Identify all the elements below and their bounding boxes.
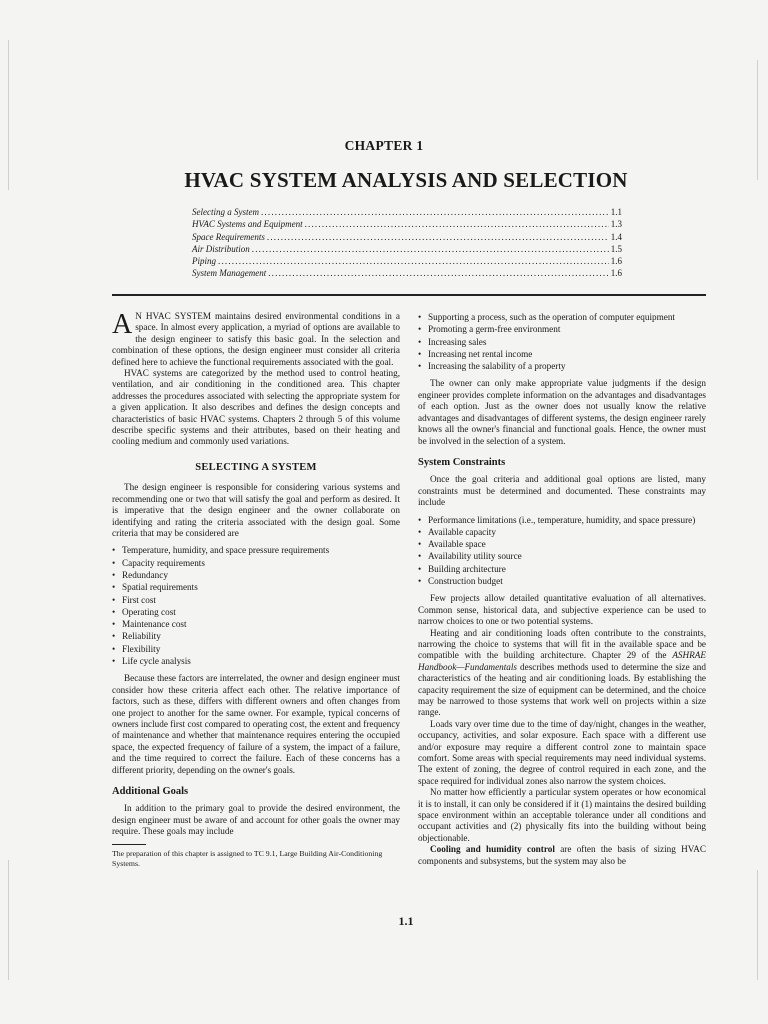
toc-entry [192,243,622,255]
list-item: • Flexibility [112,643,400,655]
paragraph: In addition to the primary goal to provide the desired environment, the design engineer must be aware of and account for other goals the owner may require. These goals may include [112,803,400,837]
paragraph: Once the goal criteria and additional goal options are listed, many constraints must be determined and documented. These constraints may include [418,474,706,508]
toc-entry [192,255,622,267]
subsection-heading: System Constraints [418,456,506,468]
handbook-reference: ASHRAE Handbook—Fundamentals [418,650,706,672]
toc-leader-dots [305,218,609,230]
list-item: • Available space [418,538,706,550]
footnote-rule [112,844,146,845]
paragraph: Loads vary over time due to the time of day/night, changes in the weather, occupancy, activities, and solar exposure. Each space with a different use and/or exposure may require a different control zone to maintain space comfort. Some areas with special requirements may need individual systems. The extent of zoning, the degree of control required in each zone, and the space required for individual zones also narrow the system choices. [418,718,706,786]
footnote: The preparation of this chapter is assigned to TC 9.1, Large Building Air-Conditioning Systems. [112,848,383,868]
criteria-list [112,544,400,667]
list-item: • Reliability [112,630,400,642]
toc-entry-page: 1.6 [610,268,622,279]
right-column [418,311,706,867]
page-number: 1.1 [398,914,414,928]
toc-leader-dots [218,255,609,267]
paragraph: The design engineer is responsible for considering various systems and recommending one or two that will satisfy the goal and perform as desired. It is imperative that the design engineer and the owner collaborate on identifying and rating the criteria associated with the design goal. Some criteria that may be considered are [112,482,400,538]
left-column [112,311,400,869]
list-item: • Temperature, humidity, and space pressure requirements [112,544,400,556]
list-item: • Increasing net rental income [418,348,706,360]
toc-entry-title: Space Requirements [192,231,265,242]
paragraph: HVAC systems are categorized by the method used to control heating, ventilation, and air conditioning in the conditioned area. This chapter addresses the procedures associated with selecting the appropriate system for a given application. It also describes and defines the design concepts and characteristics of basic HVAC systems. Chapters 2 through 5 of this volume describe specific systems and their attributes, based on their heating and cooling medium and commonly used variations. [112,368,400,447]
list-item: • Building architecture [418,563,706,575]
paragraph: Because these factors are interrelated, the owner and design engineer must consider how these criteria affect each other. The relative importance of factors, such as these, differs with different owners and often changes from one project to another for the same owner. For example, typical concerns of owners include first cost compared to operating cost, the extent and frequency of maintenance and whether that maintenance requires entering the occupied space, the expected frequency of failure of a system, the impact of a failure, and the time required to correct the failure. Each of these concerns has a different priority, depending on the owner's goals. [112,673,400,775]
toc-entry-page: 1.6 [610,256,622,267]
list-item: • Performance limitations (i.e., temperature, humidity, and space pressure) [418,514,706,526]
list-item: • Supporting a process, such as the operation of computer equipment [418,311,706,323]
toc-entry-page: 1.4 [610,231,622,242]
toc-entry-title: System Management [192,268,267,279]
list-item: • Available capacity [418,526,706,538]
list-item: • Increasing the salability of a property [418,360,706,372]
bold-term: Cooling and humidity control [430,844,555,855]
toc-entry [192,231,622,243]
paragraph: Few projects allow detailed quantitative evaluation of all alternatives. Common sense, historical data, and subjective experience can be used to narrow choices to one or two potential systems. [418,593,706,627]
list-item: • Maintenance cost [112,618,400,630]
list-item: • Construction budget [418,575,706,587]
toc-entry [192,206,622,218]
goals-list [418,311,706,372]
intro-text: N HVAC SYSTEM maintains desired environmental conditions in a space. In almost every application, a myriad of options are available to the design engineer to satisfy this basic goal. In the selection and combination of these options, the design engineer must consider all criteria defined here to achieve the functional requirements associated with the goal. [112,311,400,367]
header-divider [112,294,706,296]
paragraph-text: describes methods used to determine the size and characteristics of the heating and air conditioning loads. By establishing the capacity requirement the size of equipment can be determined, and the choice may be narrowed to those systems that work well on projects within a size range. [418,661,706,718]
list-item: • Increasing sales [418,336,706,348]
toc-entry-title: Air Distribution [192,243,250,254]
section-heading: SELECTING A SYSTEM [195,461,317,473]
toc-leader-dots [252,243,609,255]
list-item: • Operating cost [112,606,400,618]
drop-cap: A [112,309,133,340]
toc-entry-page: 1.1 [610,207,622,217]
toc-entry-title: HVAC Systems and Equipment [192,219,303,230]
list-item: • Capacity requirements [112,557,400,569]
chapter-label: CHAPTER 1 [344,138,424,153]
intro-paragraph [112,311,400,368]
subsection-heading: Additional Goals [112,785,189,797]
paragraph: The owner can only make appropriate value judgments if the design engineer provides complete information on the advantages and disadvantages of each option. Just as the owner does not usually know the relative advantages and disadvantages of different systems, the design engineer rarely knows all the owner's financial and functional goals. Hence, the owner must be involved in the selection of a system. [418,378,706,446]
constraints-list [418,514,706,588]
toc-entry-page: 1.5 [610,243,622,254]
toc-entry-page: 1.3 [610,219,622,230]
paragraph [418,844,706,867]
toc-leader-dots [261,206,609,218]
paragraph-text: Heating and air conditioning loads often contribute to the constraints, narrowing the choice to systems that will fit in the available space and be compatible with the building architecture. Chapter 29 of the [418,627,706,661]
paragraph-text: are often the basis of sizing HVAC components and subsystems, but the system may also be [418,844,706,866]
list-item: • Promoting a germ-free environment [418,323,706,335]
paragraph: No matter how efficiently a particular system operates or how economical it is to install, it can only be considered if it (1) maintains the desired building space environment within an acceptable tolerance under all conditions and occupant activities and (2) physically fits into the building without being objectionable. [418,787,706,843]
table-of-contents [192,206,622,280]
list-item: • Redundancy [112,569,400,581]
list-item: • Spatial requirements [112,581,400,593]
list-item: • First cost [112,594,400,606]
chapter-title: HVAC SYSTEM ANALYSIS AND SELECTION [184,168,628,192]
toc-entry [192,218,622,230]
toc-leader-dots [268,267,609,279]
toc-entry-title: Selecting a System [192,207,259,217]
scan-edge-mark [757,60,758,180]
list-item: • Availability utility source [418,550,706,562]
toc-leader-dots [267,231,609,243]
toc-entry [192,267,622,279]
list-item: • Life cycle analysis [112,655,400,667]
toc-entry-title: Piping [192,256,216,267]
paragraph [418,628,706,719]
